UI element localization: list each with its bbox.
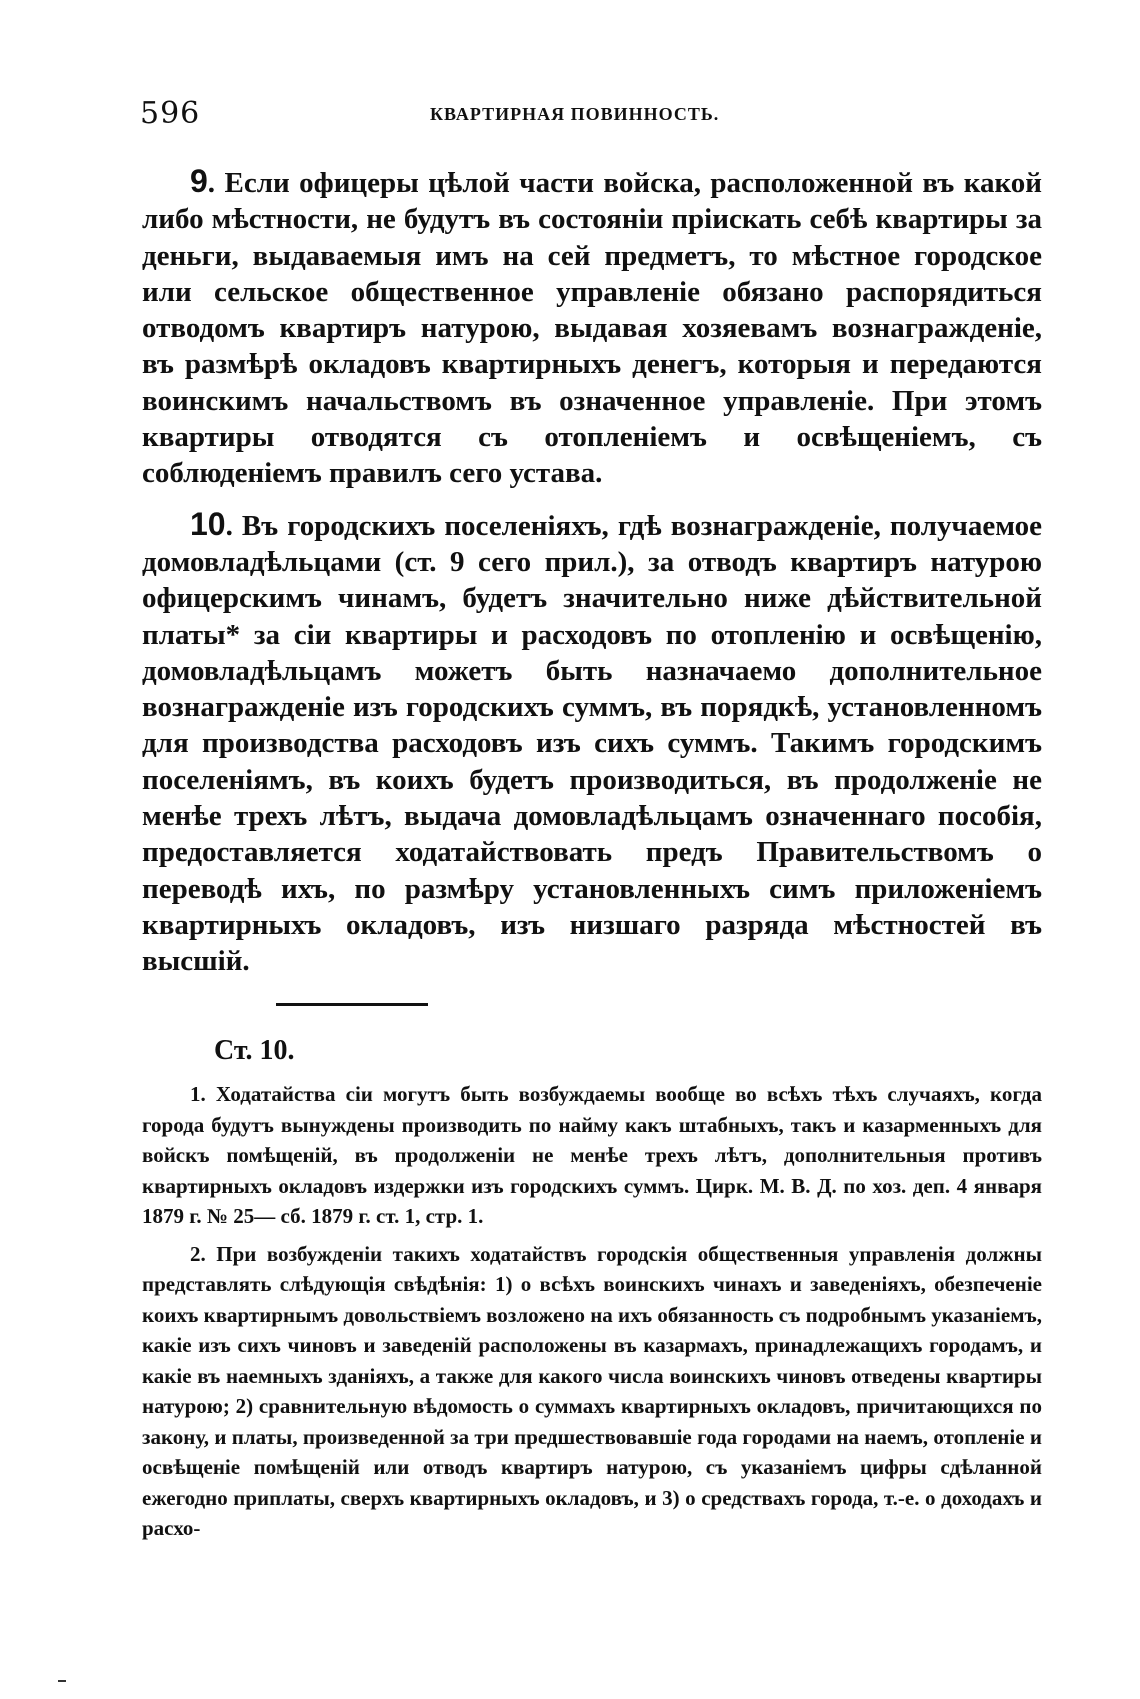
page-number: 596: [140, 96, 201, 131]
article-number: 9: [190, 163, 208, 199]
notes-section: [142, 1035, 1042, 1551]
page-header: [140, 96, 1040, 136]
note-item: 2. При возбужденіи такихъ ходатайствъ городскія общественныя управленія должны представлять слѣдующія свѣдѣнія: 1) о всѣхъ воинскихъ чинахъ и заведеніяхъ, обезпеченіе коихъ квартирнымъ довольствіемъ возложено на ихъ обязанность съ подробнымъ указаніемъ, какіе изъ сихъ чиновъ и заведеній расположены въ казармахъ, принадлежащихъ городамъ, и какіе въ наемныхъ зданіяхъ, а также для какого числа воинскихъ чиновъ отведены квартиры натурою; 2) сравнительную вѣдомость о суммахъ квартирныхъ окладовъ, причитающихся по закону, и платы, произведенной за три предшествовавшіе года городами на наемъ, отопленіе и освѣщеніе помѣщеній или отводъ квартиръ натурою, съ указаніемъ цифры сдѣланной ежегодно приплаты, сверхъ квартирныхъ окладовъ, и 3) о средствахъ города, т.-е. о доходахъ и расхо-: [142, 1241, 1042, 1540]
notes-title: Ст. 10.: [214, 1035, 295, 1066]
margin-mark: [58, 1680, 66, 1682]
article-9: [142, 163, 1042, 492]
article-text: . Въ городскихъ поселеніяхъ, гдѣ вознагражденіе, получаемое домовладѣльцами (ст. 9 сего прил.), за отводъ квартиръ натурою офицерскимъ чинамъ, будетъ значительно ниже дѣйствительной платы* за сіи квартиры и расходовъ по отопленію и освѣщенію, домовладѣльцамъ можетъ быть назначаемо дополнительное вознагражденіе изъ городскихъ суммъ, въ порядкѣ, установленномъ для производства расходовъ изъ сихъ суммъ. Такимъ городскимъ поселеніямъ, въ коихъ будетъ производиться, въ продолженіе не менѣе трехъ лѣтъ, выдача домовладѣльцамъ означеннаго пособія, предоставляется ходатайствовать предъ Правительствомъ о переводѣ ихъ, по размѣру установленныхъ симъ приложеніемъ квартирныхъ окладовъ, изъ низшаго разряда мѣстностей въ высшій.: [142, 509, 1042, 978]
running-head: КВАРТИРНАЯ ПОВИННОСТЬ.: [430, 104, 720, 124]
footnote-divider: [276, 1003, 428, 1006]
main-text: [142, 163, 1042, 994]
note-item: 1. Ходатайства сіи могутъ быть возбуждаемы вообще во всѣхъ тѣхъ случаяхъ, когда города будутъ вынуждены производить по найму какъ штабныхъ, такъ и казарменныхъ для войскъ помѣщеній, въ продолженіи не менѣе трехъ лѣтъ, дополнительныя противъ квартирныхъ окладовъ издержки изъ городскихъ суммъ. Цирк. М. В. Д. по хоз. деп. 4 января 1879 г. № 25— сб. 1879 г. ст. 1, стр. 1.: [142, 1082, 1042, 1228]
article-text: . Если офицеры цѣлой части войска, расположенной въ какой либо мѣстности, не будутъ въ состояніи пріискать себѣ квартиры за деньги, выдаваемыя имъ на сей предметъ, то мѣстное городское или сельское общественное управленіе обязано распорядиться отводомъ квартиръ натурою, выдавая хозяевамъ вознагражденіе, въ размѣрѣ окладовъ квартирныхъ денегъ, которыя и передаются воинскимъ начальствомъ въ означенное управленіе. При этомъ квартиры отводятся съ отопленіемъ и освѣщеніемъ, съ соблюденіемъ правилъ сего устава.: [142, 167, 1042, 490]
article-10: [142, 506, 1042, 980]
article-number: 10: [190, 505, 226, 542]
